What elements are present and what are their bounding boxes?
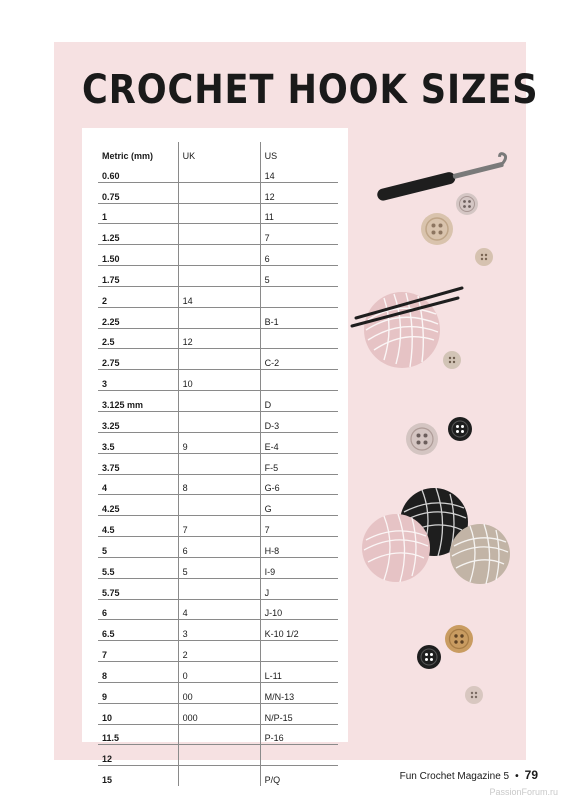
metric-cell: 2 (98, 286, 178, 307)
table-row (98, 328, 338, 349)
table-header-row (98, 142, 338, 162)
us-cell (260, 641, 338, 662)
uk-cell (178, 245, 260, 266)
us-cell: I-9 (260, 557, 338, 578)
table-row (98, 286, 338, 307)
button-icon (455, 192, 479, 216)
table-row (98, 391, 338, 412)
us-cell: D (260, 391, 338, 412)
table-row (98, 162, 338, 182)
us-cell: 5 (260, 266, 338, 287)
table-row (98, 662, 338, 683)
uk-cell: 10 (178, 370, 260, 391)
us-cell: 7 (260, 224, 338, 245)
table-row (98, 307, 338, 328)
table-row (98, 349, 338, 370)
uk-cell (178, 745, 260, 766)
page-footer (400, 768, 538, 782)
yarn-ball-icon (360, 486, 516, 590)
us-cell (260, 745, 338, 766)
uk-cell: 2 (178, 641, 260, 662)
page-number: 79 (524, 768, 538, 782)
metric-cell: 4.25 (98, 495, 178, 516)
metric-cell: 3 (98, 370, 178, 391)
uk-cell (178, 266, 260, 287)
button-icon (474, 247, 494, 267)
us-cell (260, 328, 338, 349)
us-cell: E-4 (260, 432, 338, 453)
metric-cell: 9 (98, 682, 178, 703)
metric-cell: 8 (98, 662, 178, 683)
table-row (98, 203, 338, 224)
metric-cell: 15 (102, 775, 113, 786)
footer-bullet: • (515, 771, 519, 782)
uk-cell (178, 453, 260, 474)
metric-cell: 3.125 mm (98, 391, 178, 412)
table-row (98, 182, 338, 203)
metric-cell: 0.60 (98, 162, 178, 182)
uk-cell: 8 (178, 474, 260, 495)
uk-cell: 9 (178, 432, 260, 453)
button-icon (444, 624, 474, 654)
uk-cell (178, 391, 260, 412)
uk-cell: 7 (178, 516, 260, 537)
table-row (98, 682, 338, 703)
metric-cell: 6.5 (98, 620, 178, 641)
button-icon (416, 644, 442, 670)
crochet-hook-icon (366, 144, 516, 204)
us-cell: C-2 (260, 349, 338, 370)
uk-cell (178, 349, 260, 370)
table-body (98, 162, 338, 786)
us-cell (260, 370, 338, 391)
metric-cell: 0.75 (98, 182, 178, 203)
uk-cell: 3 (178, 620, 260, 641)
uk-cell (178, 203, 260, 224)
metric-cell: 5 (98, 537, 178, 558)
uk-cell: 000 (178, 703, 260, 724)
metric-cell: 2.5 (98, 328, 178, 349)
us-cell: J-10 (260, 599, 338, 620)
hook-size-table-card (82, 128, 348, 786)
table-row (98, 516, 338, 537)
table-row (98, 266, 338, 287)
table-row (98, 245, 338, 266)
us-cell: K-10 1/2 (260, 620, 338, 641)
metric-cell: 3.5 (98, 432, 178, 453)
button-icon (447, 416, 473, 442)
us-cell: 11 (260, 203, 338, 224)
metric-cell: 5.5 (98, 557, 178, 578)
uk-cell (178, 162, 260, 182)
button-icon (442, 350, 462, 370)
us-cell: M/N-13 (260, 682, 338, 703)
us-cell: G-6 (260, 474, 338, 495)
metric-cell: 11.5 (98, 724, 178, 745)
table-row (98, 370, 338, 391)
uk-cell: 12 (178, 328, 260, 349)
uk-cell (178, 182, 260, 203)
button-icon (464, 685, 484, 705)
metric-cell: 4 (98, 474, 178, 495)
metric-cell: 7 (98, 641, 178, 662)
hook-size-table (98, 142, 338, 786)
table-row (98, 724, 338, 745)
uk-cell: 4 (178, 599, 260, 620)
table-row (98, 432, 338, 453)
uk-cell: 5 (178, 557, 260, 578)
uk-cell (178, 224, 260, 245)
us-cell: P-16 (260, 724, 338, 745)
uk-cell: 00 (178, 682, 260, 703)
metric-cell: 10 (98, 703, 178, 724)
column-header-metric: Metric (mm) (102, 150, 154, 161)
metric-cell: 1.25 (98, 224, 178, 245)
uk-cell (178, 724, 260, 745)
column-header-us: US (264, 150, 278, 161)
metric-cell: 2.75 (98, 349, 178, 370)
metric-cell: 5.75 (98, 578, 178, 599)
uk-cell (178, 766, 260, 786)
us-cell (260, 286, 338, 307)
table-row (98, 224, 338, 245)
table-row (98, 578, 338, 599)
uk-cell (178, 307, 260, 328)
uk-cell (178, 411, 260, 432)
us-cell: H-8 (260, 537, 338, 558)
uk-cell: 14 (178, 286, 260, 307)
us-cell: L-11 (260, 662, 338, 683)
uk-cell (178, 578, 260, 599)
watermark: PassionForum.ru (489, 787, 558, 797)
table-row (98, 537, 338, 558)
table-row (98, 495, 338, 516)
us-cell: N/P-15 (260, 703, 338, 724)
column-header-uk: UK (178, 142, 260, 162)
table-row (98, 453, 338, 474)
uk-cell (178, 495, 260, 516)
us-cell: 14 (260, 162, 338, 182)
page-title: CROCHET HOOK SIZES (82, 67, 539, 113)
us-cell: F-5 (260, 453, 338, 474)
us-cell: G (260, 495, 338, 516)
metric-cell: 2.25 (98, 307, 178, 328)
us-cell: P/Q (264, 775, 281, 786)
table-row (98, 745, 338, 766)
metric-cell: 4.5 (98, 516, 178, 537)
metric-cell: 1.75 (98, 266, 178, 287)
metric-cell: 3.25 (98, 411, 178, 432)
metric-cell: 6 (98, 599, 178, 620)
uk-cell: 0 (178, 662, 260, 683)
button-icon (405, 422, 439, 456)
table-row (98, 766, 338, 786)
us-cell: D-3 (260, 411, 338, 432)
table-row (98, 703, 338, 724)
table-row (98, 411, 338, 432)
table-row (98, 557, 338, 578)
button-icon (420, 212, 454, 246)
table-row (98, 620, 338, 641)
us-cell: 12 (260, 182, 338, 203)
metric-cell: 1 (98, 203, 178, 224)
us-cell: B-1 (260, 307, 338, 328)
us-cell: J (260, 578, 338, 599)
metric-cell: 12 (98, 745, 178, 766)
metric-cell: 3.75 (98, 453, 178, 474)
us-cell: 6 (260, 245, 338, 266)
us-cell: 7 (260, 516, 338, 537)
table-row (98, 599, 338, 620)
metric-cell: 1.50 (98, 245, 178, 266)
table-row (98, 474, 338, 495)
uk-cell: 6 (178, 537, 260, 558)
magazine-name: Fun Crochet Magazine 5 (399, 771, 510, 782)
table-row (98, 641, 338, 662)
